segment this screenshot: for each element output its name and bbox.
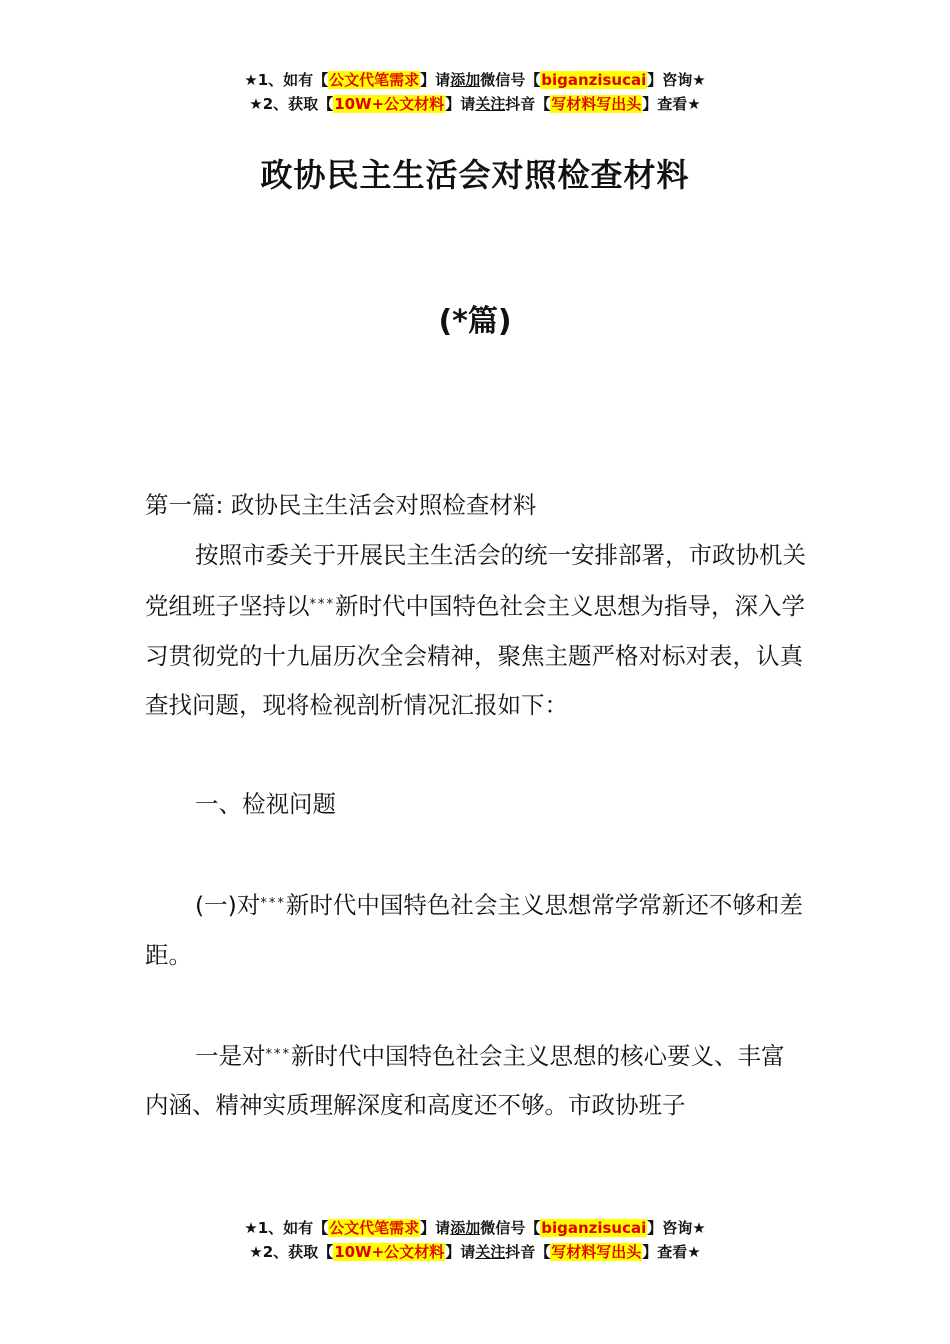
banner-text: ★2、获取【 [249, 1243, 334, 1261]
banner-line-1 [0, 1216, 950, 1240]
paragraph-text: (一)对 [195, 891, 261, 919]
banner-text: 】请 [445, 1243, 476, 1261]
banner-text: 】查看★ [642, 1243, 701, 1261]
banner-text: 】咨询★ [647, 1219, 706, 1237]
banner-line-1 [0, 68, 950, 92]
footer-banner [0, 1216, 950, 1264]
banner-text: 】请 [420, 71, 451, 89]
redacted-stars: *** [265, 1046, 291, 1062]
banner-line-2 [0, 1240, 950, 1264]
banner-text: 抖音【 [505, 1243, 551, 1261]
banner-text: ★1、如有【 [244, 1219, 329, 1237]
banner-text: 】请 [445, 95, 476, 113]
banner-text: 】咨询★ [647, 71, 706, 89]
banner-highlight: 公文代笔需求 [329, 1219, 420, 1237]
paragraph-text: 新时代中国特色社会主义思想为指导，深入学习贯彻党的十九届历次全会精神，聚焦主题严格对标对表，认真查找问题，现将检视剖析情况汇报如下： [145, 592, 805, 719]
document-subtitle: (*篇) [438, 304, 512, 339]
section-heading: 一、检视问题 [195, 790, 336, 818]
banner-highlight-douyin-id: 写材料写出头 [551, 1243, 642, 1261]
paragraph-text: 新时代中国特色社会主义思想的核心要义、丰富内涵、精神实质理解深度和高度还不够。市政协班子 [145, 1041, 785, 1119]
point-paragraph [145, 1030, 807, 1131]
banner-text: 】查看★ [642, 95, 701, 113]
banner-underlined-text: 关注 [475, 95, 506, 113]
banner-text: 抖音【 [505, 95, 551, 113]
banner-text: 微信号【 [480, 71, 541, 89]
banner-underlined-text: 关注 [475, 1243, 506, 1261]
redacted-stars: *** [309, 597, 335, 612]
paragraph-text: 按照市委关于开展民主生活会的统一安排部署，市政协机关党组班子坚持以 [145, 540, 806, 620]
banner-text: 微信号【 [480, 1219, 541, 1237]
chapter-heading: 第一篇: 政协民主生活会对照检查材料 [145, 491, 537, 519]
banner-text: 】请 [420, 1219, 451, 1237]
banner-line-2 [0, 92, 950, 116]
intro-paragraph [145, 531, 807, 731]
banner-highlight-wechat-id: biganzisucai [541, 71, 647, 89]
banner-text: ★1、如有【 [244, 71, 329, 89]
header-banner [0, 68, 950, 116]
paragraph-text: 新时代中国特色社会主义思想常学常新还不够和差距。 [145, 891, 803, 969]
paragraph-text: 一是对 [195, 1041, 266, 1070]
banner-underlined-text: 添加 [450, 71, 481, 89]
document-body [145, 481, 807, 1131]
document-title: 政协民主生活会对照检查材料 [260, 156, 690, 194]
banner-underlined-text: 添加 [450, 1219, 481, 1237]
subsection-heading [145, 879, 807, 980]
banner-text: ★2、获取【 [249, 95, 334, 113]
banner-highlight-douyin-id: 写材料写出头 [551, 95, 642, 113]
banner-highlight: 10W+公文材料 [334, 1243, 445, 1261]
banner-highlight: 公文代笔需求 [329, 71, 420, 89]
redacted-stars: *** [260, 896, 286, 911]
banner-highlight-wechat-id: biganzisucai [541, 1219, 647, 1237]
banner-highlight: 10W+公文材料 [334, 95, 445, 113]
